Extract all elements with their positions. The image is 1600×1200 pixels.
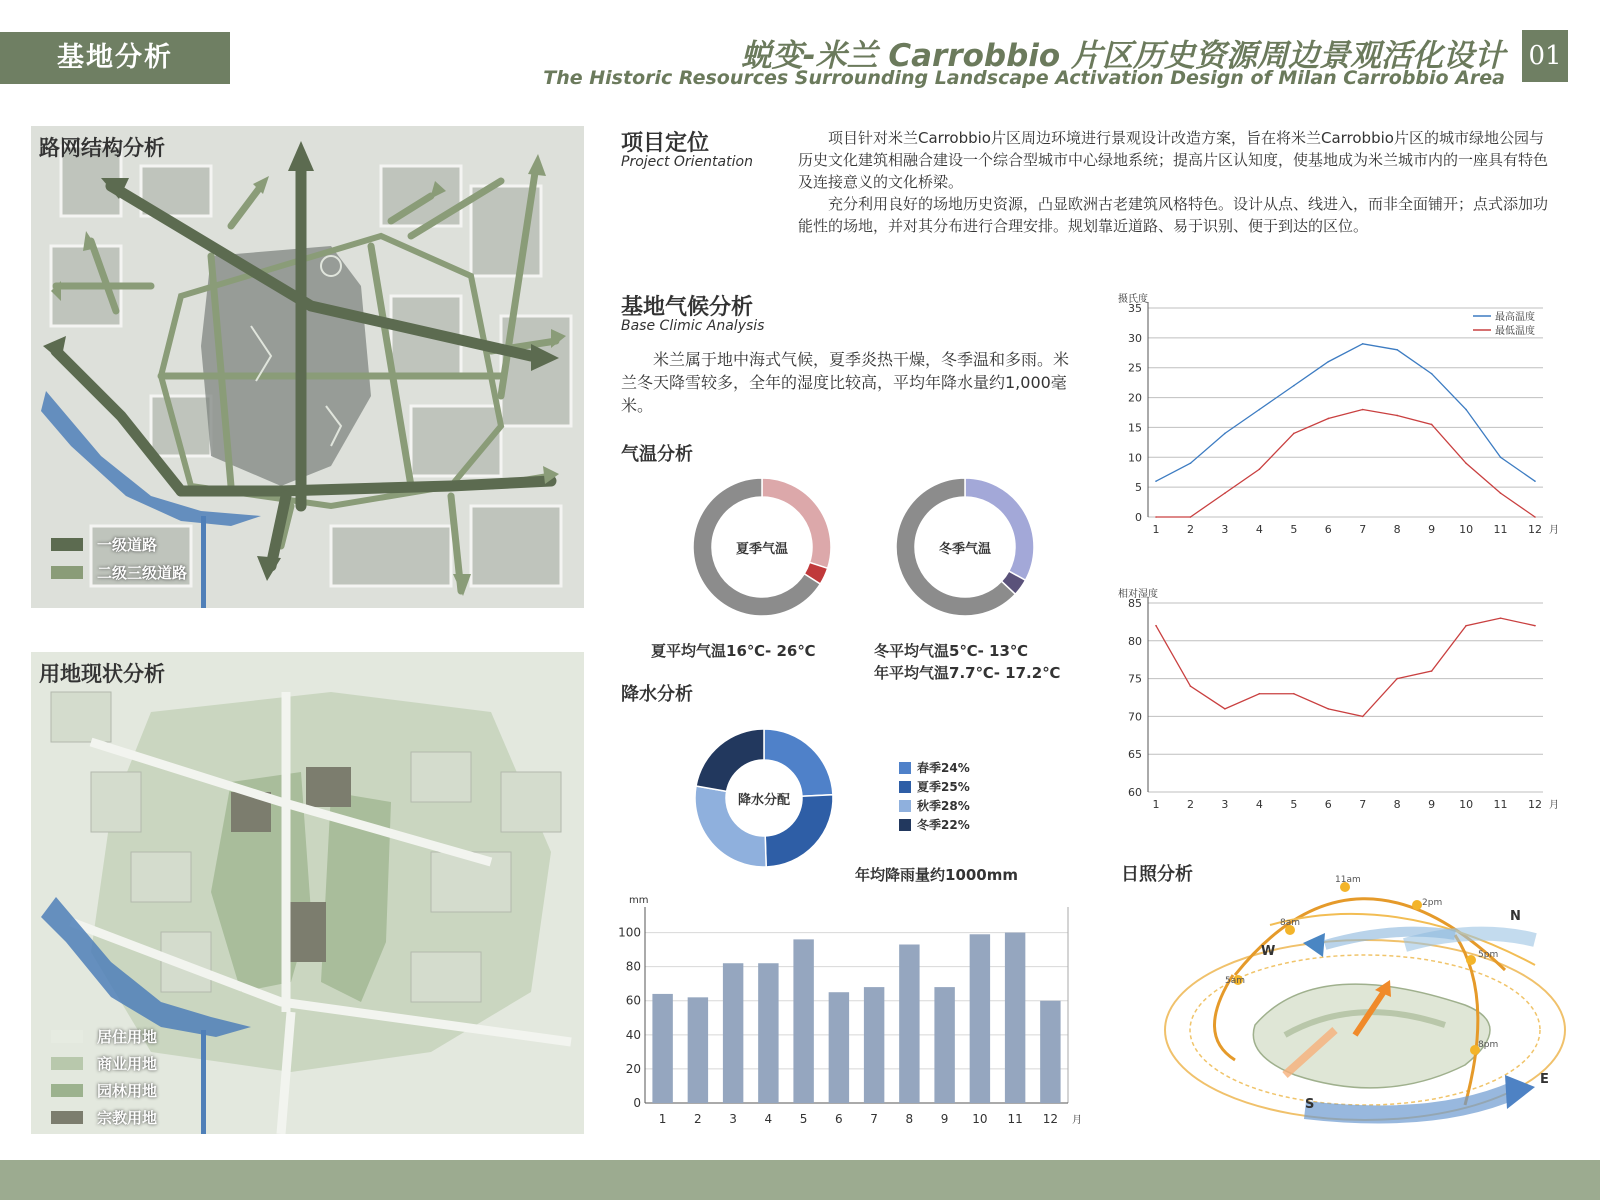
x-tick-label: 9 bbox=[1428, 523, 1436, 536]
x-tick-label: 1 bbox=[1152, 798, 1160, 811]
x-tick-label: 6 bbox=[1324, 523, 1332, 536]
x-tick-label: 4 bbox=[1255, 523, 1263, 536]
data-point bbox=[1155, 516, 1157, 518]
project-paragraph-2: 充分利用良好的场地历史资源，凸显欧洲古老建筑风格特色。设计从点、线进入，而非全面铺开；点式添加功能性的场地，并对其分布进行合理安排。规划靠近道路、易于识别、便于到达的区位。 bbox=[798, 195, 1549, 235]
data-point bbox=[1465, 625, 1467, 627]
data-point bbox=[1155, 480, 1157, 482]
summer-donut-chart bbox=[690, 475, 835, 620]
y-tick-label: 70 bbox=[1128, 710, 1142, 724]
section-banner: 基地分析 bbox=[0, 32, 230, 84]
data-point bbox=[1293, 693, 1295, 695]
y-tick-label: 80 bbox=[1128, 634, 1142, 648]
x-tick-label: 5 bbox=[1290, 523, 1298, 536]
temperature-line-chart bbox=[1110, 290, 1565, 545]
annual-temp-caption: 年平均气温7.7℃- 17.2℃ bbox=[874, 664, 1061, 682]
bar-2 bbox=[688, 997, 708, 1103]
series-line-0 bbox=[1156, 344, 1535, 481]
legend-secondary-road bbox=[51, 562, 187, 583]
legend-swatch bbox=[899, 800, 911, 812]
sun-time-5pm: 5pm bbox=[1478, 950, 1499, 960]
x-unit-label: 月 bbox=[1549, 525, 1559, 536]
data-point bbox=[1259, 468, 1261, 470]
series-line-0 bbox=[1156, 618, 1535, 716]
sun-marker bbox=[1412, 900, 1422, 910]
y-tick-label: 60 bbox=[1128, 786, 1142, 799]
sun-time-5am: 5am bbox=[1225, 976, 1246, 986]
legend-label: 秋季28% bbox=[917, 799, 970, 813]
x-tick-label: 3 bbox=[1221, 798, 1229, 811]
data-point bbox=[1259, 693, 1261, 695]
y-axis-label: 摄氏度 bbox=[1118, 294, 1148, 305]
rainfall-bar-chart bbox=[615, 893, 1090, 1138]
x-tick-label: 2 bbox=[1186, 798, 1194, 811]
x-tick-label: 7 bbox=[870, 1112, 878, 1126]
compass-east: E bbox=[1540, 1072, 1549, 1087]
winter-donut-label: 冬季气温 bbox=[938, 542, 992, 557]
data-point bbox=[1431, 670, 1433, 672]
bar-4 bbox=[758, 963, 778, 1103]
data-point bbox=[1259, 409, 1261, 411]
data-point bbox=[1534, 480, 1536, 482]
x-tick-label: 10 bbox=[1459, 523, 1474, 536]
x-tick-label: 9 bbox=[1428, 798, 1436, 811]
data-point bbox=[1465, 462, 1467, 464]
x-tick-label: 12 bbox=[1528, 798, 1542, 811]
x-unit-label: 月 bbox=[1549, 800, 1559, 811]
bar-12 bbox=[1040, 1001, 1060, 1103]
x-unit-label: 月 bbox=[1072, 1115, 1082, 1126]
x-tick-label: 1 bbox=[658, 1112, 667, 1126]
legend-garden bbox=[51, 1080, 157, 1101]
legend-label: 居住用地 bbox=[97, 1028, 158, 1046]
x-tick-label: 3 bbox=[729, 1112, 737, 1126]
y-tick-label: 75 bbox=[1128, 672, 1142, 686]
y-tick-label: 10 bbox=[1128, 451, 1142, 465]
x-tick-label: 12 bbox=[1042, 1112, 1059, 1126]
land-use-title: 用地现状分析 bbox=[39, 662, 165, 686]
climate-heading: 基地气候分析 bbox=[621, 295, 754, 320]
data-point bbox=[1396, 678, 1398, 680]
precipitation-heading: 降水分析 bbox=[621, 684, 693, 705]
y-tick-label: 65 bbox=[1128, 748, 1142, 762]
data-point bbox=[1224, 708, 1226, 710]
x-tick-label: 2 bbox=[1186, 523, 1194, 536]
compass-south: S bbox=[1305, 1097, 1315, 1112]
bar-3 bbox=[723, 963, 743, 1103]
precipitation-donut-chart bbox=[692, 726, 837, 871]
climate-paragraph: 米兰属于地中海式气候，夏季炎热干燥，冬季温和多雨。米兰冬天降雪较多，全年的湿度比较高，平均年降水量约1,000毫米。 bbox=[621, 350, 1070, 415]
data-point bbox=[1431, 373, 1433, 375]
legend-label: 商业用地 bbox=[97, 1055, 158, 1073]
data-point bbox=[1327, 708, 1329, 710]
x-tick-label: 4 bbox=[1255, 798, 1263, 811]
data-point bbox=[1190, 516, 1192, 518]
legend-swatch bbox=[899, 762, 911, 774]
x-tick-label: 3 bbox=[1221, 523, 1229, 536]
legend-label: 最高温度 bbox=[1495, 312, 1535, 323]
data-point bbox=[1293, 385, 1295, 387]
x-tick-label: 11 bbox=[1493, 523, 1508, 536]
sun-time-8am: 8am bbox=[1280, 918, 1301, 928]
x-tick-label: 10 bbox=[972, 1112, 988, 1126]
data-point bbox=[1396, 349, 1398, 351]
data-point bbox=[1327, 418, 1329, 420]
project-subheading: Project Orientation bbox=[621, 154, 753, 170]
data-point bbox=[1293, 433, 1295, 435]
sun-time-2pm: 2pm bbox=[1422, 898, 1443, 908]
legend-label: 二级三级道路 bbox=[97, 564, 188, 582]
page-subtitle: The Historic Resources Surrounding Landscape Activation Design of Milan Carrobbio Area bbox=[543, 67, 1505, 89]
winter-temp-caption: 冬平均气温5℃- 13℃ bbox=[874, 642, 1029, 660]
y-tick-label: 15 bbox=[1128, 421, 1142, 435]
y-tick-label: 80 bbox=[625, 959, 641, 974]
precipitation-donut-label: 降水分配 bbox=[737, 793, 791, 808]
sun-time-8pm: 8pm bbox=[1478, 1040, 1499, 1050]
precip-legend-summer bbox=[899, 777, 970, 796]
page-title: 蜕变-米兰 Carrobbio 片区历史资源周边景观活化设计 bbox=[740, 38, 1505, 74]
y-axis-label: 相对湿度 bbox=[1118, 589, 1158, 600]
legend-swatch bbox=[51, 538, 83, 551]
bar-10 bbox=[970, 934, 990, 1103]
y-tick-label: 40 bbox=[625, 1027, 641, 1042]
legend-residential bbox=[51, 1026, 157, 1047]
y-tick-label: 25 bbox=[1128, 361, 1142, 375]
y-tick-label: 5 bbox=[1135, 481, 1142, 495]
x-tick-label: 5 bbox=[1290, 798, 1298, 811]
road-network-map bbox=[31, 126, 584, 608]
legend-swatch bbox=[51, 1084, 83, 1097]
x-tick-label: 7 bbox=[1359, 523, 1367, 536]
y-tick-label: 35 bbox=[1128, 302, 1142, 315]
y-tick-label: 100 bbox=[618, 925, 641, 940]
data-point bbox=[1224, 433, 1226, 435]
x-tick-label: 6 bbox=[1324, 798, 1332, 811]
legend-label: 园林用地 bbox=[97, 1082, 158, 1100]
y-tick-label: 20 bbox=[625, 1061, 641, 1076]
sun-marker bbox=[1466, 955, 1476, 965]
precip-legend-spring bbox=[899, 758, 970, 777]
data-point bbox=[1534, 516, 1536, 518]
summer-temp-caption: 夏平均气温16℃- 26℃ bbox=[651, 642, 816, 660]
legend-swatch bbox=[51, 1111, 83, 1124]
bar-6 bbox=[829, 992, 849, 1103]
data-point bbox=[1224, 492, 1226, 494]
x-tick-label: 8 bbox=[1393, 523, 1401, 536]
donut-slice-3 bbox=[696, 729, 764, 791]
summer-donut-label: 夏季气温 bbox=[735, 542, 789, 557]
footer-bar bbox=[0, 1160, 1600, 1200]
x-tick-label: 2 bbox=[694, 1112, 702, 1126]
x-tick-label: 9 bbox=[940, 1112, 949, 1126]
page-number-badge: 01 bbox=[1522, 30, 1568, 82]
land-use-map bbox=[31, 652, 584, 1134]
project-paragraph-1: 项目针对米兰Carrobbio片区周边环境进行景观设计改造方案，旨在将米兰Carrobbio片区的城市绿地公园与历史文化建筑相融合建设一个综合型城市中心绿地系统；提高片区认知度，使基地成为米兰城市内的一座具有特色及连接意义的文化桥梁。 bbox=[798, 129, 1549, 191]
winter-donut-chart bbox=[893, 475, 1038, 620]
compass-north: N bbox=[1510, 909, 1521, 924]
legend-label: 春季24% bbox=[917, 761, 970, 775]
climate-subheading: Base Climic Analysis bbox=[621, 318, 765, 334]
bar-8 bbox=[899, 944, 919, 1103]
legend-swatch bbox=[51, 566, 83, 579]
data-point bbox=[1534, 625, 1536, 627]
x-tick-label: 12 bbox=[1528, 523, 1542, 536]
road-map-title: 路网结构分析 bbox=[39, 136, 165, 160]
x-tick-label: 4 bbox=[764, 1112, 773, 1126]
data-point bbox=[1500, 492, 1502, 494]
temperature-heading: 气温分析 bbox=[621, 444, 693, 465]
x-tick-label: 7 bbox=[1359, 798, 1367, 811]
data-point bbox=[1362, 716, 1364, 718]
legend-label: 宗教用地 bbox=[97, 1109, 158, 1127]
legend-swatch bbox=[51, 1057, 83, 1070]
sun-heading: 日照分析 bbox=[1121, 864, 1193, 885]
y-axis-label: mm bbox=[629, 895, 649, 906]
humidity-line-chart bbox=[1110, 585, 1565, 820]
y-tick-label: 20 bbox=[1128, 391, 1142, 405]
data-point bbox=[1190, 685, 1192, 687]
bar-11 bbox=[1005, 933, 1025, 1103]
x-tick-label: 8 bbox=[905, 1112, 914, 1126]
y-tick-label: 85 bbox=[1128, 597, 1142, 610]
x-tick-label: 10 bbox=[1459, 798, 1474, 811]
legend-label: 冬季22% bbox=[917, 818, 970, 832]
bar-1 bbox=[652, 994, 672, 1103]
legend-primary-road bbox=[51, 534, 157, 555]
data-point bbox=[1155, 625, 1157, 627]
x-tick-label: 11 bbox=[1007, 1112, 1023, 1126]
legend-label: 夏季25% bbox=[917, 780, 970, 794]
donut-slice-0 bbox=[764, 729, 833, 796]
legend-swatch bbox=[51, 1030, 83, 1043]
compass-west: W bbox=[1261, 944, 1276, 959]
data-point bbox=[1500, 617, 1502, 619]
data-point bbox=[1190, 462, 1192, 464]
y-tick-label: 0 bbox=[633, 1096, 641, 1110]
precip-legend-winter bbox=[899, 815, 970, 834]
data-point bbox=[1500, 456, 1502, 458]
legend-label: 最低温度 bbox=[1495, 326, 1535, 337]
x-tick-label: 5 bbox=[799, 1112, 808, 1126]
precip-legend-autumn bbox=[899, 796, 970, 815]
data-point bbox=[1362, 409, 1364, 411]
y-tick-label: 60 bbox=[625, 993, 641, 1008]
data-point bbox=[1465, 409, 1467, 411]
data-point bbox=[1362, 343, 1364, 345]
precipitation-legend bbox=[899, 758, 970, 834]
x-tick-label: 6 bbox=[835, 1112, 843, 1126]
data-point bbox=[1327, 361, 1329, 363]
x-tick-label: 1 bbox=[1152, 523, 1160, 536]
legend-label: 一级道路 bbox=[97, 536, 158, 554]
x-tick-label: 8 bbox=[1393, 798, 1401, 811]
annual-rainfall-caption: 年均降雨量约1000mm bbox=[855, 866, 1019, 884]
data-point bbox=[1396, 415, 1398, 417]
sun-time-11am: 11am bbox=[1335, 875, 1361, 885]
project-heading: 项目定位 bbox=[621, 131, 710, 156]
legend-religious bbox=[51, 1107, 157, 1128]
bar-5 bbox=[793, 939, 813, 1103]
y-tick-label: 0 bbox=[1135, 511, 1142, 524]
donut-slice-0 bbox=[965, 478, 1034, 580]
sun-path-diagram bbox=[1135, 865, 1585, 1140]
bar-9 bbox=[934, 987, 954, 1103]
data-point bbox=[1431, 424, 1433, 426]
legend-swatch bbox=[899, 819, 911, 831]
bar-7 bbox=[864, 987, 884, 1103]
y-tick-label: 30 bbox=[1128, 331, 1142, 345]
legend-swatch bbox=[899, 781, 911, 793]
legend-commercial bbox=[51, 1053, 157, 1074]
x-tick-label: 11 bbox=[1493, 798, 1508, 811]
